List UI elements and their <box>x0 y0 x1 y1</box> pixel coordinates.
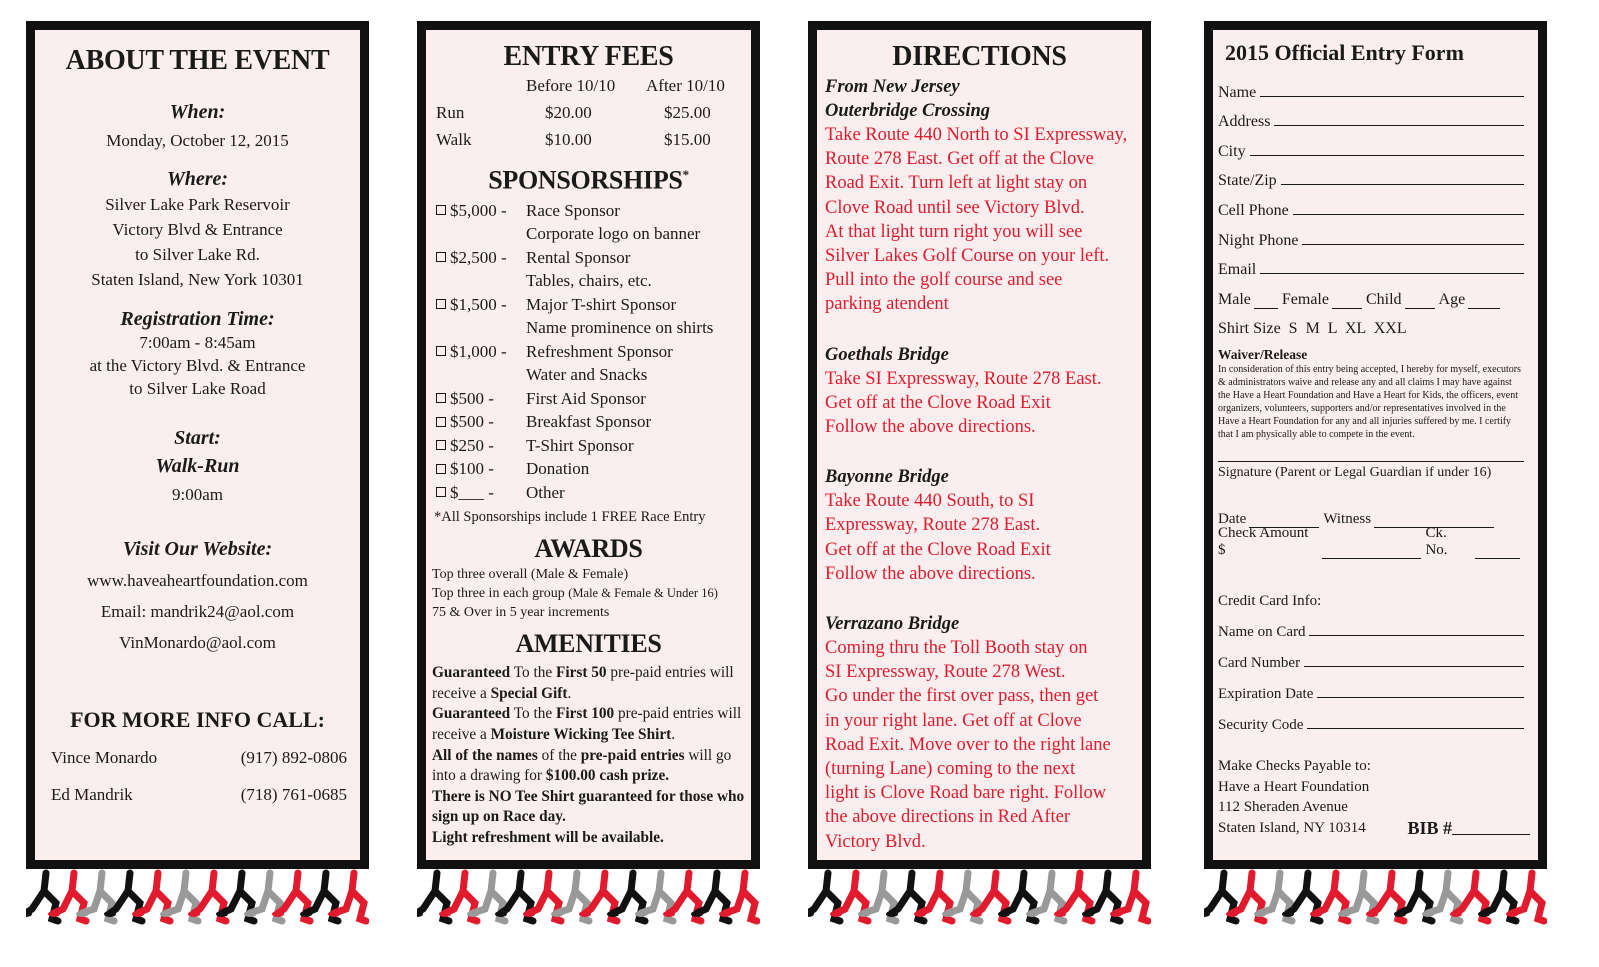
when-value: Monday, October 12, 2015 <box>106 131 289 150</box>
fees-row <box>426 99 751 126</box>
form-field-input[interactable] <box>1274 125 1524 126</box>
fees-header-row <box>426 72 751 99</box>
sponsor-amount: $500 - <box>450 388 494 408</box>
directions-title: DIRECTIONS <box>892 41 1067 72</box>
contact-row <box>35 745 360 770</box>
directions-panel <box>808 21 1151 869</box>
sponsor-amount: $100 - <box>450 459 494 479</box>
contact-name: Ed Mandrik <box>51 785 133 804</box>
cc-field-input[interactable] <box>1317 697 1524 698</box>
directions-list <box>817 75 1142 854</box>
waiver-text: In consideration of this entry being accepted, I hereby for myself, executors & administrators waive and release any and all claims I may have against the Have a Heart Foundation and Have a Heart for Kids, the officers, event organizers, volunteers, supporters and/or representatives involved in the Have a Heart Foundation for any and all injuries suffered by me. I certify that I am physically able to compete in the event. <box>1218 364 1521 441</box>
runners-illustration <box>808 869 1151 927</box>
fee-label: Walk <box>436 130 472 149</box>
website-link[interactable]: www.haveaheartfoundation.com <box>87 571 308 590</box>
amenity-paragraph: All of the names of the pre-paid entries will go into a drawing for $100.00 cash prize. <box>432 746 732 785</box>
start-sub: Walk-Run <box>155 455 240 477</box>
sponsor-row <box>436 246 751 270</box>
direction-line: Expressway, Route 278 East. <box>825 515 1041 536</box>
contact-phone: (917) 892-0806 <box>240 748 347 767</box>
sponsor-sub: Water and Snacks <box>526 365 648 385</box>
cc-field-label: Expiration Date <box>1218 686 1314 703</box>
sponsor-amount: $1,500 - <box>450 294 507 314</box>
direction-line: Get off at the Clove Road Exit <box>825 392 1051 413</box>
amenity-paragraph: Light refreshment will be available. <box>432 828 664 846</box>
sponsor-sub: Corporate logo on banner <box>526 224 701 244</box>
direction-section <box>825 612 1142 854</box>
gender-row: Male Female Child Age <box>1218 279 1524 309</box>
sponsor-checkbox[interactable] <box>436 440 446 450</box>
form-field-name <box>1218 72 1524 102</box>
amenity-paragraph: Guaranteed To the First 100 pre-paid entries will receive a Moisture Wicking Tee Shirt. <box>432 705 742 743</box>
amenity-paragraph: There is NO Tee Shirt guaranteed for those who sign up on Race day. <box>432 787 745 826</box>
direction-line: Take Route 440 North to SI Expressway, <box>825 125 1128 145</box>
sponsor-note: *All Sponsorships include 1 FREE Race Entry <box>434 509 706 526</box>
start-time: 9:00am <box>172 485 223 504</box>
direction-line: Silver Lakes Golf Course on your left. <box>825 246 1110 267</box>
form-field-email <box>1218 250 1524 280</box>
sponsor-desc: First Aid Sponsor <box>526 388 646 408</box>
form-field-input[interactable] <box>1250 155 1524 156</box>
form-field-input[interactable] <box>1260 273 1524 274</box>
direction-line: Victory Blvd. <box>825 831 926 852</box>
sponsor-checkbox[interactable] <box>436 417 446 427</box>
sponsor-row <box>436 199 751 223</box>
contact-phone: (718) 761-0685 <box>240 785 347 804</box>
sponsorships-title: SPONSORSHIPS* <box>488 165 689 195</box>
direction-line: parking atendent <box>825 294 949 315</box>
email-line[interactable]: VinMonardo@aol.com <box>119 633 276 652</box>
direction-heading: Verrazano Bridge <box>825 614 960 635</box>
sponsor-amount: $2,500 - <box>450 247 507 267</box>
direction-line: Go under the first over pass, then get <box>825 686 1099 707</box>
signature-line[interactable] <box>1218 441 1524 462</box>
direction-line: Pull into the golf course and see <box>825 270 1063 291</box>
form-field-label: Cell Phone <box>1218 201 1289 219</box>
sponsor-amount: $___ - <box>450 482 494 502</box>
col-before: Before 10/10 <box>526 76 616 95</box>
direction-line: the above directions in Red After <box>825 807 1071 828</box>
runners-illustration <box>1204 869 1547 927</box>
shirt-size-row: Shirt Size S M L XL XXL <box>1218 320 1407 338</box>
directions-panel-inner <box>817 30 1142 860</box>
direction-line: SI Expressway, Route 278 West. <box>825 662 1066 683</box>
direction-line: Clove Road until see Victory Blvd. <box>825 197 1085 218</box>
signature-label: Signature (Parent or Legal Guardian if under 16) <box>1218 465 1492 481</box>
form-field-night-phone <box>1218 220 1524 250</box>
cc-field-name-on-card <box>1218 610 1524 641</box>
sponsor-row <box>436 457 751 481</box>
cc-field-input[interactable] <box>1307 728 1524 729</box>
awards-line: 75 & Over in 5 year increments <box>432 605 610 621</box>
email-line[interactable]: Email: mandrik24@aol.com <box>100 602 295 621</box>
male-input[interactable] <box>1254 308 1278 309</box>
amenities-text <box>426 663 751 848</box>
sponsor-desc: Race Sponsor <box>526 200 620 220</box>
contact-name: Vince Monardo <box>51 748 158 767</box>
awards-line: Top three in each group (Male & Female & Under 16) <box>432 586 718 602</box>
start-label: Start: <box>174 427 221 449</box>
direction-line: At that light turn right you will see <box>825 221 1083 242</box>
check-row: Check Amount $ Ck. No. <box>1218 528 1524 559</box>
form-field-label: City <box>1218 142 1246 160</box>
form-field-input[interactable] <box>1302 244 1524 245</box>
fee-after: $25.00 <box>664 103 711 122</box>
sponsor-checkbox[interactable] <box>436 252 446 262</box>
col-after: After 10/10 <box>646 76 725 95</box>
awards-title: AWARDS <box>534 534 643 564</box>
sponsor-amount: $1,000 - <box>450 341 507 361</box>
registration-label: Registration Time: <box>120 308 275 330</box>
form-field-input[interactable] <box>1293 214 1524 215</box>
website-label: Visit Our Website: <box>122 538 273 560</box>
bib-input[interactable] <box>1452 834 1530 835</box>
date-row: Date Witness <box>1218 497 1524 528</box>
cc-field-input[interactable] <box>1309 635 1524 636</box>
sponsor-row <box>436 293 751 317</box>
awards-line: Top three overall (Male & Female) <box>432 567 629 583</box>
where-label: Where: <box>166 168 229 190</box>
sponsor-row <box>436 434 751 458</box>
sponsor-amount: $500 - <box>450 412 494 432</box>
sponsor-row <box>436 410 751 434</box>
direction-line: Get off at the Clove Road Exit <box>825 539 1051 560</box>
where-line: to Silver Lake Rd. <box>135 245 260 264</box>
waiver-title: Waiver/Release <box>1218 347 1308 363</box>
bib-field: BIB # <box>1407 818 1530 839</box>
direction-line: Route 278 East. Get off at the Clove <box>825 149 1094 170</box>
sponsor-row <box>436 387 751 411</box>
sponsorships-mark: * <box>682 167 689 182</box>
sponsor-sub: Tables, chairs, etc. <box>526 271 652 291</box>
when-label: When: <box>169 101 226 123</box>
sponsor-checkbox[interactable] <box>436 299 446 309</box>
form-field-label: Email <box>1218 261 1257 279</box>
cc-field-label: Name on Card <box>1218 624 1306 641</box>
about-panel-inner <box>35 30 360 860</box>
sponsor-checkbox[interactable] <box>436 346 446 356</box>
more-info-title: FOR MORE INFO CALL: <box>70 707 325 732</box>
sponsor-checkbox[interactable] <box>436 464 446 474</box>
form-field-label: State/Zip <box>1218 172 1277 190</box>
about-panel <box>26 21 369 869</box>
form-field-label: Name <box>1218 83 1257 101</box>
sponsor-desc: T-Shirt Sponsor <box>526 435 634 455</box>
sponsor-desc: Breakfast Sponsor <box>526 412 652 432</box>
check-amount-input[interactable] <box>1322 558 1421 559</box>
where-line: Staten Island, New York 10301 <box>91 270 304 289</box>
sponsor-desc: Rental Sponsor <box>526 247 631 267</box>
form-field-cell-phone <box>1218 190 1524 220</box>
direction-heading: Goethals Bridge <box>825 344 949 365</box>
where-line: Victory Blvd & Entrance <box>112 220 283 239</box>
sponsor-desc: Other <box>526 482 565 502</box>
direction-line: Follow the above directions. <box>825 563 1036 584</box>
form-panel-inner <box>1213 30 1538 860</box>
direction-line: Road Exit. Turn left at light stay on <box>825 173 1088 194</box>
amenities-title: AMENITIES <box>515 629 662 659</box>
registration-line: at the Victory Blvd. & Entrance <box>89 356 306 375</box>
sponsor-desc: Refreshment Sponsor <box>526 341 673 361</box>
direction-section <box>825 343 1142 440</box>
direction-line: Take Route 440 South, to SI <box>825 491 1035 512</box>
direction-line: (turning Lane) coming to the next <box>825 759 1076 780</box>
sponsor-row <box>436 481 751 505</box>
direction-line: Road Exit. Move over to the right lane <box>825 734 1111 755</box>
sponsor-desc: Major T-shirt Sponsor <box>526 294 677 314</box>
sponsor-row <box>436 340 751 364</box>
cc-field-expiration-date <box>1218 672 1524 703</box>
sponsor-list <box>426 199 751 505</box>
check-number-input[interactable] <box>1475 558 1520 559</box>
direction-line: light is Clove Road bare right. Follow <box>825 783 1107 804</box>
fee-before: $10.00 <box>545 130 592 149</box>
sponsor-checkbox[interactable] <box>436 205 446 215</box>
fee-after: $15.00 <box>664 130 711 149</box>
credit-card-fields <box>1218 610 1524 734</box>
contact-row <box>35 782 360 807</box>
direction-section <box>825 75 1142 317</box>
direction-heading: From New Jersey <box>825 77 960 97</box>
sponsor-sub: Name prominence on shirts <box>526 318 714 338</box>
female-input[interactable] <box>1332 308 1362 309</box>
form-field-label: Night Phone <box>1218 231 1299 249</box>
credit-card-title: Credit Card Info: <box>1218 593 1322 610</box>
form-field-input[interactable] <box>1260 96 1524 97</box>
sponsor-amount: $5,000 - <box>450 200 507 220</box>
form-field-state-zip <box>1218 161 1524 191</box>
payable-block: Make Checks Payable to: Have a Heart Foundation 112 Sheraden Avenue Staten Island, NY 10314 BIB # <box>1218 756 1524 838</box>
fees-row <box>426 126 751 153</box>
where-line: Silver Lake Park Reservoir <box>105 195 290 214</box>
form-field-input[interactable] <box>1281 184 1524 185</box>
registration-line: to Silver Lake Road <box>129 379 266 398</box>
form-field-city <box>1218 131 1524 161</box>
form-title: 2015 Official Entry Form <box>1225 40 1464 65</box>
direction-line: in your right lane. Get off at Clove <box>825 710 1082 731</box>
fees-panel-inner <box>426 30 751 860</box>
registration-line: 7:00am - 8:45am <box>139 333 256 352</box>
cc-field-security-code <box>1218 703 1524 734</box>
form-fields <box>1218 72 1524 279</box>
sponsor-amount: $250 - <box>450 435 494 455</box>
cc-field-input[interactable] <box>1304 666 1524 667</box>
about-title: ABOUT THE EVENT <box>65 45 330 76</box>
shirt-size-options[interactable]: S M L XL XXL <box>1288 320 1407 338</box>
cc-field-label: Card Number <box>1218 655 1301 672</box>
direction-line: Follow the above directions. <box>825 417 1036 438</box>
form-panel <box>1204 21 1547 869</box>
sponsor-desc: Donation <box>526 459 590 479</box>
amenity-paragraph: Guaranteed To the First 50 pre-paid entries will receive a Special Gift. <box>432 664 734 702</box>
runners-illustration <box>417 869 760 927</box>
direction-heading: Bayonne Bridge <box>825 467 949 488</box>
cc-field-card-number <box>1218 641 1524 672</box>
sponsor-checkbox[interactable] <box>436 487 446 497</box>
age-input[interactable] <box>1468 308 1500 309</box>
fees-panel <box>417 21 760 869</box>
cc-field-label: Security Code <box>1218 717 1304 734</box>
runners-illustration <box>26 869 369 927</box>
direction-line: Take SI Expressway, Route 278 East. <box>825 368 1102 389</box>
fee-label: Run <box>436 103 465 122</box>
direction-section <box>825 465 1142 586</box>
direction-heading: Outerbridge Crossing <box>825 101 990 121</box>
form-field-address <box>1218 102 1524 132</box>
sponsor-checkbox[interactable] <box>436 393 446 403</box>
form-field-label: Address <box>1218 113 1271 131</box>
child-input[interactable] <box>1405 308 1435 309</box>
fee-before: $20.00 <box>545 103 592 122</box>
fees-title: ENTRY FEES <box>503 41 674 72</box>
direction-line: Coming thru the Toll Booth stay on <box>825 638 1088 659</box>
